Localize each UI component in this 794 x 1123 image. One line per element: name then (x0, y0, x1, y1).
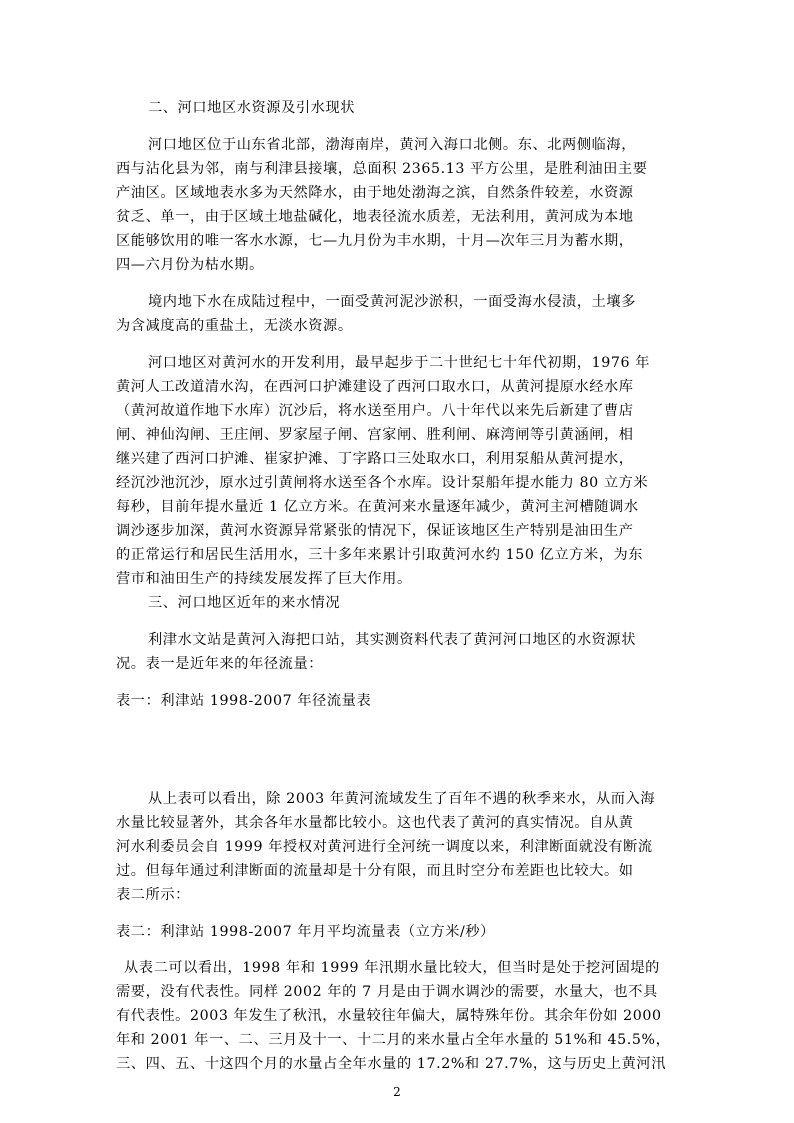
paragraph-line: 经沉沙池沉沙，原水过引黄闸将水送至各个水库。设计泵船年提水能力 80 立方米 (116, 475, 649, 491)
section-2-heading: 二、河口地区水资源及引水现状 (148, 100, 356, 116)
paragraph-line: （黄河故道作地下水库）沉沙后，将水送至用户。八十年代以来先后新建了曹店 (116, 403, 634, 419)
paragraph-line: 从上表可以看出，除 2003 年黄河流域发生了百年不遇的秋季来水，从而入海 (148, 791, 656, 807)
page-number: 2 (393, 1085, 401, 1099)
paragraph-line: 年和 2001 年一、二、三月及十一、十二月的来水量占全年水量的 51%和 45.5%， (116, 1032, 671, 1048)
paragraph-line: 继兴建了西河口护滩、崔家护滩、丁字路口三处取水口，利用泵船从黄河提水， (116, 451, 634, 467)
paragraph-line: 从表二可以看出，1998 年和 1999 年汛期水量比较大，但当时是处于挖河固堤的 (124, 960, 660, 976)
paragraph-line: 水量比较显著外，其余各年水量都比较小。这也代表了黄河的真实情况。自从黄 (116, 815, 634, 831)
paragraph-line: 四—六月份为枯水期。 (116, 257, 264, 273)
paragraph-line: 河水利委员会自 1999 年授权对黄河进行全河统一调度以来，利津断面就没有断流 (116, 839, 653, 855)
paragraph-line: 西与沾化县为邻，南与利津县接壤，总面积 2365.13 平方公里，是胜利油田主要 (116, 161, 648, 177)
paragraph-line: 况。表一是近年来的年径流量： (116, 656, 324, 672)
paragraph-line: 境内地下水在成陆过程中，一面受黄河泥沙淤积，一面受海水侵渍，土壤多 (148, 294, 636, 310)
paragraph-line: 贫乏、单一，由于区域土地盐碱化，地表径流水质差，无法利用，黄河成为本地 (116, 209, 634, 225)
paragraph-line: 三、四、五、十这四个月的水量占全年水量的 17.2%和 27.7%，这与历史上黄河汛 (116, 1056, 666, 1072)
paragraph-line: 营市和油田生产的持续发展发挥了巨大作用。 (116, 571, 412, 587)
table-2-caption: 表二：利津站 1998-2007 年月平均流量表（立方米/秒） (116, 924, 495, 940)
paragraph-line: 有代表性。2003 年发生了秋汛，水量较往年偏大，属特殊年份。其余年份如 2000 (116, 1008, 662, 1024)
section-3-heading: 三、河口地区近年的来水情况 (148, 595, 341, 611)
paragraph-line: 表二所示： (116, 887, 190, 903)
paragraph-line: 需要，没有代表性。同样 2002 年的 7 月是由于调水调沙的需要，水量大，也不具 (116, 984, 658, 1000)
paragraph-line: 为含减度高的重盐土，无淡水资源。 (116, 318, 353, 334)
paragraph-line: 利津水文站是黄河入海把口站，其实测资料代表了黄河河口地区的水资源状 (148, 632, 636, 648)
paragraph-line: 区能够饮用的唯一客水水源，七—九月份为丰水期，十月—次年三月为蓄水期， (116, 233, 634, 249)
paragraph-line: 过。但每年通过利津断面的流量却是十分有限，而且时空分布差距也比较大。如 (116, 863, 634, 879)
paragraph-line: 每秒，目前年提水量近 1 亿立方米。在黄河来水量逐年减少，黄河主河槽随调水 (116, 499, 639, 515)
table-1-caption: 表一：利津站 1998-2007 年径流量表 (116, 693, 372, 709)
paragraph-line: 调沙逐步加深，黄河水资源异常紧张的情况下，保证该地区生产特别是油田生产 (116, 523, 634, 539)
paragraph-line: 产油区。区域地表水多为天然降水，由于地处渤海之滨，自然条件较差，水资源 (116, 185, 634, 201)
paragraph-line: 河口地区对黄河水的开发利用，最早起步于二十世纪七十年代初期，1976 年 (148, 355, 651, 371)
paragraph-line: 闸、神仙沟闸、王庄闸、罗家屋子闸、宫家闸、胜利闸、麻湾闸等引黄涵闸，相 (116, 427, 634, 443)
paragraph-line: 的正常运行和居民生活用水，三十多年来累计引取黄河水约 150 亿立方米，为东 (116, 547, 644, 563)
paragraph-line: 黄河人工改道清水沟，在西河口护滩建设了西河口取水口，从黄河提原水经水库 (116, 379, 634, 395)
paragraph-line: 河口地区位于山东省北部，渤海南岸，黄河入海口北侧。东、北两侧临海， (148, 137, 636, 153)
